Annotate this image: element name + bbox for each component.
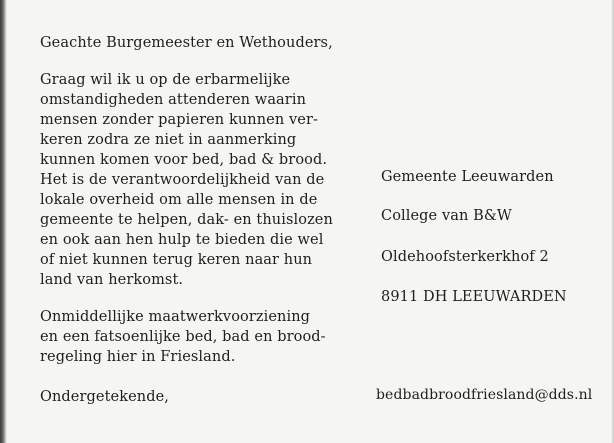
address-line-municipality: Gemeente Leeuwarden xyxy=(381,169,554,185)
paragraph2-line: regeling hier in Friesland. xyxy=(40,349,236,365)
paragraph2-line: en een fatsoenlijke bed, bad en brood- xyxy=(40,329,326,345)
email-address: bedbadbroodfriesland@dds.nl xyxy=(376,387,593,403)
paragraph1-line: en ook aan hen hulp te bieden die wel xyxy=(40,232,324,248)
paragraph1-line: gemeente te helpen, dak- en thuislozen xyxy=(40,212,333,228)
paragraph1-line: omstandigheden attenderen waarin xyxy=(40,92,307,108)
paragraph1-line: Het is de verantwoordelijkheid van de xyxy=(40,172,325,188)
paragraph1-line: mensen zonder papieren kunnen ver- xyxy=(40,112,318,128)
address-line-street: Oldehoofsterkerkhof 2 xyxy=(381,249,549,265)
paragraph1-line: Graag wil ik u op de erbarmelijke xyxy=(40,72,291,88)
closing: Ondergetekende, xyxy=(40,389,169,405)
paragraph1-line: land van herkomst. xyxy=(40,272,184,288)
paragraph2-line: Onmiddellijke maatwerkvoorziening xyxy=(40,309,311,325)
card-left-edge xyxy=(0,0,7,443)
salutation: Geachte Burgemeester en Wethouders, xyxy=(40,35,333,51)
paragraph1-line: of niet kunnen terug keren naar hun xyxy=(40,252,313,268)
address-line-postcode-city: 8911 DH LEEUWARDEN xyxy=(381,289,567,305)
paragraph1-line: lokale overheid om alle mensen in de xyxy=(40,192,318,208)
address-line-college: College van B&W xyxy=(381,208,512,224)
paragraph1-line: keren zodra ze niet in aanmerking xyxy=(40,132,297,148)
paragraph1-line: kunnen komen voor bed, bad & brood. xyxy=(40,152,328,168)
